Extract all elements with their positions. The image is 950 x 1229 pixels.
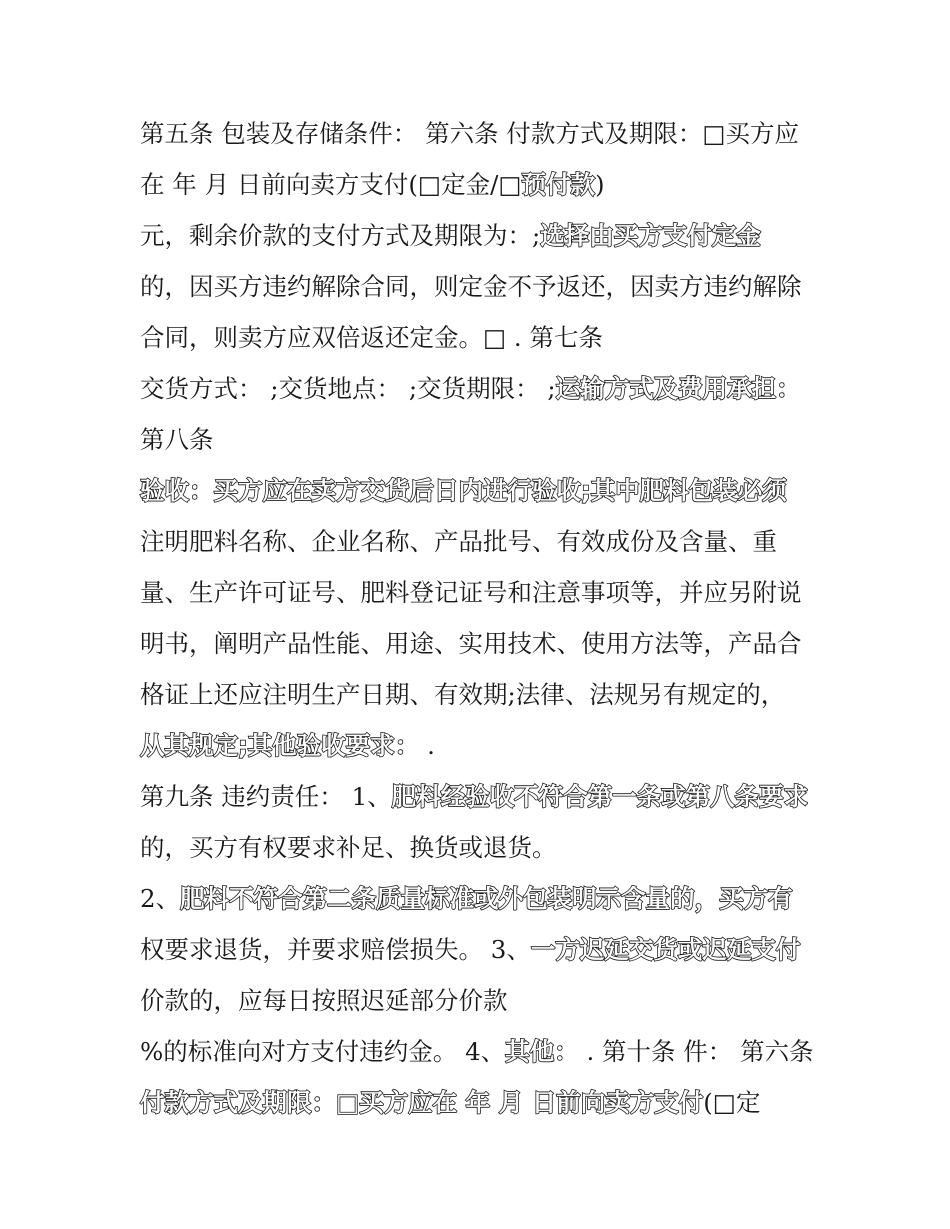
text-segment: 明书，阐明产品性能、用途、实用技术、使用方法等，产品合	[140, 629, 802, 658]
text-segment: 第九条 违约责任： 1、	[140, 782, 392, 811]
text-line-7	[140, 414, 820, 465]
outlined-text-segment: 从其规定;其他验收要求：	[140, 731, 420, 760]
text-segment: 的，因买方违约解除合同，则定金不予返还，因卖方违约解除	[140, 272, 802, 301]
outlined-text-segment: 验收：买方应在卖方交货后日内进行验收;其中肥料包装必须	[140, 476, 787, 505]
text-segment: 元，剩余价款的支付方式及期限为：;	[140, 221, 541, 250]
text-line-19	[140, 1026, 820, 1077]
text-line-17	[140, 924, 820, 975]
text-line-15	[140, 822, 820, 873]
text-segment: 权要求退货，并要求赔偿损失。 3、	[140, 935, 531, 964]
document-body	[140, 108, 820, 1128]
text-line-12	[140, 669, 820, 720]
outlined-text-segment: 选择由买方支付定金	[540, 221, 761, 250]
text-segment: 量、生产许可证号、肥料登记证号和注意事项等，并应另附说	[140, 578, 802, 607]
text-segment: (□定	[703, 1088, 761, 1117]
outlined-text-segment: 预付款	[521, 170, 595, 199]
text-segment: %的标准向对方支付违约金。 4、	[140, 1037, 506, 1066]
text-line-2	[140, 159, 820, 210]
text-segment: . 第十条 件： 第六条	[578, 1037, 814, 1066]
text-line-9	[140, 516, 820, 567]
text-segment: 第五条 包装及存储条件： 第六条 付款方式及期限：□买方应	[140, 119, 800, 148]
text-line-11	[140, 618, 820, 669]
text-line-6	[140, 363, 820, 414]
outlined-text-segment: 付款方式及期限：□买方应在 年 月 日前向卖方支付	[140, 1088, 704, 1117]
text-segment: 在 年 月 日前向卖方支付(□定金/□	[140, 170, 522, 199]
text-line-1	[140, 108, 820, 159]
text-line-3	[140, 210, 820, 261]
outlined-text-segment: 肥料经验收不符合第一条或第八条要求	[391, 782, 809, 811]
text-line-13	[140, 720, 820, 771]
text-line-10	[140, 567, 820, 618]
outlined-text-segment: 其他：	[505, 1037, 579, 1066]
text-segment: 注明肥料名称、企业名称、产品批号、有效成份及含量、重	[140, 527, 777, 556]
text-line-18	[140, 975, 820, 1026]
text-line-4	[140, 261, 820, 312]
text-segment: .	[419, 731, 435, 760]
text-segment: 合同，则卖方应双倍返还定金。□ . 第七条	[140, 323, 604, 352]
text-segment: 2、	[140, 884, 181, 913]
text-line-5	[140, 312, 820, 363]
text-segment: 第八条	[140, 425, 214, 454]
text-segment: 交货方式： ;交货地点： ;交货期限： ;	[140, 374, 556, 403]
outlined-text-segment: 一方迟延交货或迟延支付	[530, 935, 801, 964]
outlined-text-segment: 运输方式及费用承担：	[555, 374, 801, 403]
text-line-14	[140, 771, 820, 822]
text-line-20	[140, 1077, 820, 1128]
outlined-text-segment: 肥料不符合第二条质量标准或外包装明示含量的，买方有	[180, 884, 793, 913]
text-segment: 格证上还应注明生产日期、有效期;法律、法规另有规定的，	[140, 680, 786, 709]
text-line-8	[140, 465, 820, 516]
text-segment: )	[594, 170, 605, 199]
text-segment: 价款的，应每日按照迟延部分价款	[140, 986, 508, 1015]
text-segment: 的，买方有权要求补足、换货或退货。	[140, 833, 557, 862]
text-line-16	[140, 873, 820, 924]
